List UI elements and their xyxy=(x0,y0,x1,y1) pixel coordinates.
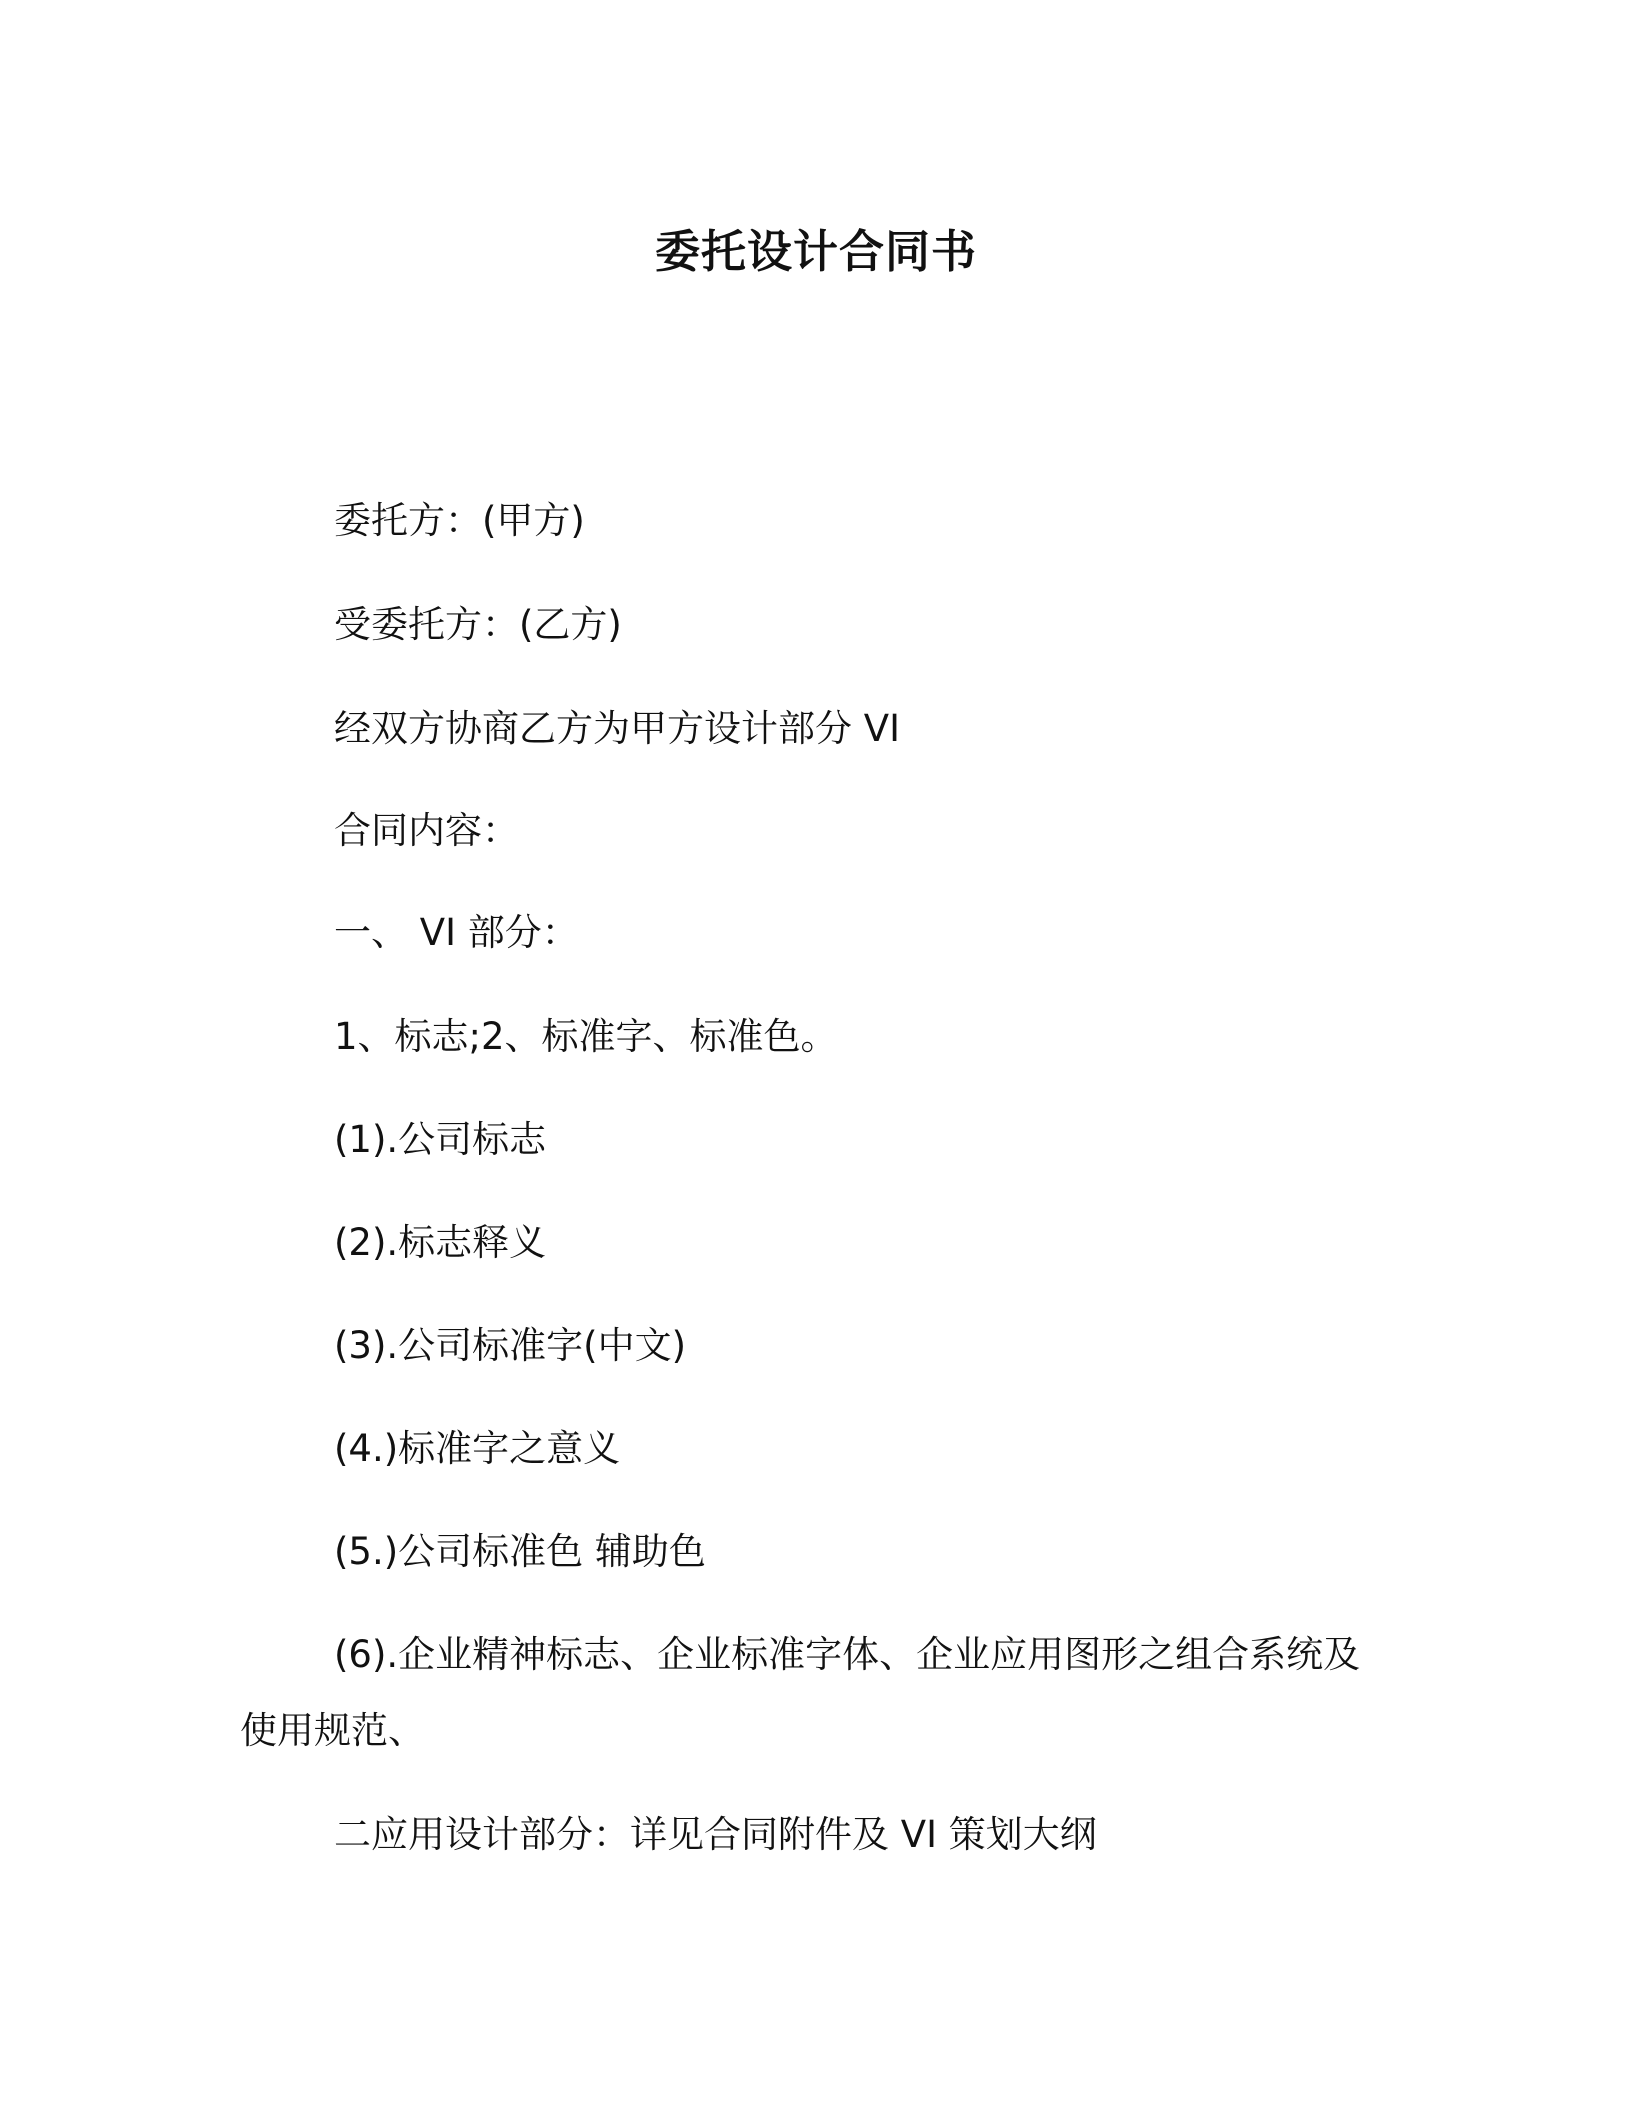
client-party-line: 委托方：(甲方) xyxy=(334,499,585,542)
list-intro-line: 1、标志;2、标准字、标准色。 xyxy=(334,1015,838,1058)
list-item-3: (3).公司标准字(中文) xyxy=(334,1324,687,1367)
agreement-line: 经双方协商乙方为甲方设计部分 VI xyxy=(334,707,900,750)
document-title: 委托设计合同书 xyxy=(654,225,977,278)
contract-content-heading: 合同内容： xyxy=(334,809,519,852)
list-item-1: (1).公司标志 xyxy=(334,1118,547,1161)
section-one-heading: 一、 VI 部分： xyxy=(334,911,579,954)
list-item-4: (4.)标准字之意义 xyxy=(334,1427,621,1470)
list-item-2: (2).标志释义 xyxy=(334,1221,547,1264)
contractor-party-line: 受委托方：(乙方) xyxy=(334,603,622,646)
list-item-5: (5.)公司标准色 辅助色 xyxy=(334,1530,706,1573)
list-item-6: (6).企业精神标志、企业标准字体、企业应用图形之组合系统及使用规范、 xyxy=(240,1633,1361,1752)
section-two-line: 二应用设计部分：详见合同附件及 VI 策划大纲 xyxy=(334,1813,1097,1856)
